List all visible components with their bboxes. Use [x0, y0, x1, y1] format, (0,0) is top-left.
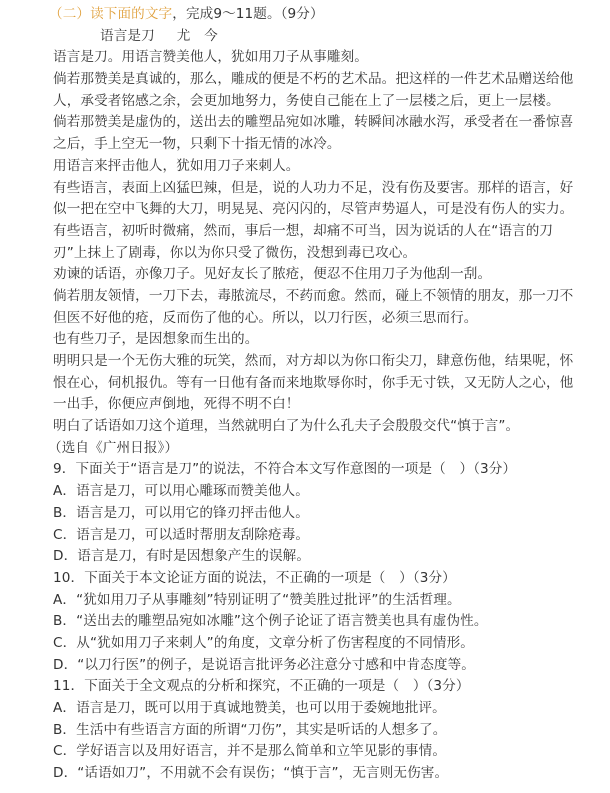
passage-line: 明明只是一个无伤大雅的玩笑，然而，对方却以为你口衔尖刀，肆意伤他，结果呢，怀 [53, 353, 574, 369]
question [53, 568, 598, 676]
passage-line: 一出手，你便应声倒地，死得不明不白！ [53, 396, 300, 413]
source-citation: （选自《广州日报》） [48, 439, 179, 456]
passage-line: 似一把在空中飞舞的大刀，明晃晃、亮闪闪的，尽管声势逼人，可是没有伤人的实力。 [53, 201, 574, 218]
answer-option: D．“话语如刀”，不用就不会有误伤；“慎于言”，无言则无伤害。 [53, 765, 449, 782]
passage-line: 刃”上抹上了剧毒，你以为你只受了微伤，没想到毒已攻心。 [53, 244, 417, 261]
answer-option: C．从“犹如用刀子来刺人”的角度，文章分析了伤害程度的不同情形。 [53, 634, 474, 651]
passage-line: 恨在心，伺机报仇。等有一日他有备而来地欺辱你时，你手无寸铁，又无防人之心，他 [53, 374, 574, 391]
author: 尤 今 [176, 27, 218, 44]
answer-option: C．学好语言以及用好语言，并不是那么简单和立竿见影的事情。 [53, 743, 447, 760]
question-stem: 9．下面关于“语言是刀”的说法，不符合本文写作意图的一项是（ ）（3分） [53, 461, 517, 478]
document [48, 4, 598, 785]
passage-line: 劝谏的话语，亦像刀子。见好友长了脓疮，便忍不住用刀子为他刮一刮。 [53, 266, 492, 283]
section-heading [49, 4, 598, 26]
passage-line: 但医不好他的疮，反而伤了他的心。所以，以刀行医，必须三思而行。 [53, 309, 478, 326]
passage-line: 倘若朋友领情，一刀下去，毒脓流尽，不药而愈。然而，碰上不领情的朋友，那一刀不 [53, 287, 574, 304]
answer-option: B．语言是刀，可以用它的锋刃抨击他人。 [53, 504, 309, 521]
passage-line: 用语言来抨击他人，犹如用刀子来刺人。 [53, 157, 300, 174]
title-text: 语言是刀 [100, 27, 155, 44]
passage-line: 也有些刀子，是因想象而生出的。 [53, 331, 259, 348]
article-title [53, 26, 598, 48]
question-stem: 11．下面关于全文观点的分析和探究，不正确的一项是（ ）（3分） [53, 678, 470, 695]
passage-line: 人，承受者铭感之余，会更加地努力，务使自己能在上了一层楼之后，更上一层楼。 [53, 92, 560, 109]
passage-line: 有些语言，表面上凶猛巴辣，但是，说的人功力不足，没有伤及要害。那样的语言，好 [53, 179, 574, 196]
questions [53, 459, 598, 784]
passage-line: 倘若那赞美是虚伪的，送出去的雕塑品宛如冰雕，转瞬间冰融水泻，承受者在一番惊喜 [53, 114, 574, 131]
passage-line: 之后，手上空无一物，只剩下十指无情的冰冷。 [53, 136, 341, 153]
answer-option: A．“犹如用刀子从事雕刻”特别证明了“赞美胜过批评”的生活哲理。 [53, 591, 461, 608]
section-heading-link[interactable]: （二）读下面的文字 [49, 6, 173, 22]
question [53, 459, 598, 567]
passage [53, 47, 598, 437]
answer-option: D．“以刀行医”的例子，是说语言批评务必注意分寸感和中肯态度等。 [53, 656, 475, 673]
question [53, 676, 598, 784]
answer-option: D．语言是刀，有时是因想象产生的误解。 [53, 548, 311, 565]
passage-line: 有些语言，初听时微痛，然而，事后一想，却痛不可当，因为说话的人在“语言的刀 [53, 222, 554, 239]
passage-line: 明白了话语如刀这个道理，当然就明白了为什么孔夫子会殷殷交代“慎于言”。 [53, 418, 520, 435]
answer-option: B．生活中有些语言方面的所谓“刀伤”，其实是听话的人想多了。 [53, 721, 447, 738]
answer-option: A．语言是刀，可以用心雕琢而赞美他人。 [53, 483, 309, 500]
answer-option: C．语言是刀，可以适时帮朋友刮除疮毒。 [53, 526, 310, 543]
section-heading-text: ，完成9～11题。（9分） [172, 6, 324, 22]
answer-option: A．语言是刀，既可以用于真诚地赞美，也可以用于委婉地批评。 [53, 700, 446, 716]
question-stem: 10．下面关于本文论证方面的说法，不正确的一项是（ ）（3分） [53, 569, 456, 586]
passage-line: 语言是刀。用语言赞美他人，犹如用刀子从事雕刻。 [53, 49, 368, 66]
answer-option: B．“送出去的雕塑品宛如冰雕”这个例子论证了语言赞美也具有虚伪性。 [53, 613, 488, 630]
passage-line: 倘若那赞美是真诚的，那么，雕成的便是不朽的艺术品。把这样的一件艺术品赠送给他 [53, 71, 574, 88]
